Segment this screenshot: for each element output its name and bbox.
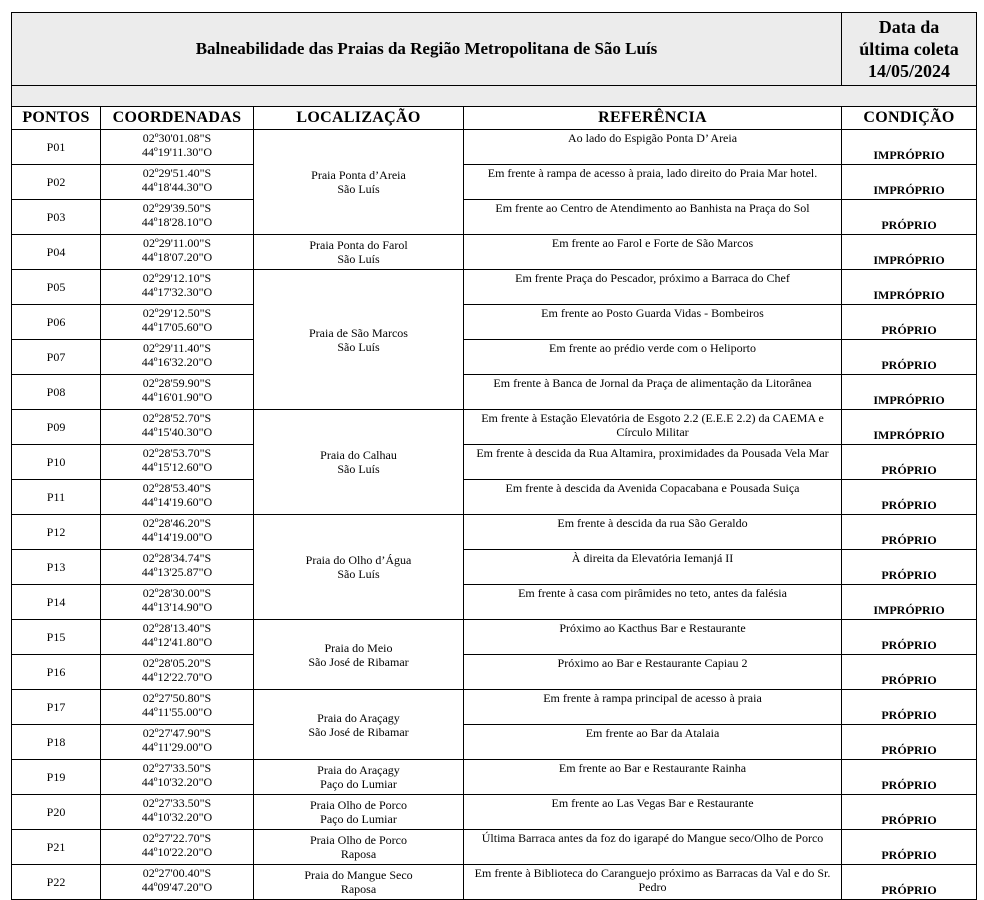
reference: Em frente à descida da rua São Geraldo — [464, 515, 842, 550]
longitude: 44º18'28.10"O — [141, 215, 213, 229]
table-row — [12, 340, 977, 375]
location — [254, 130, 464, 235]
reference: Em frente ao Farol e Forte de São Marcos — [464, 235, 842, 270]
location-beach: Praia do Araçagy — [317, 710, 400, 725]
reference: Em frente ao Bar da Atalaia — [464, 725, 842, 760]
coordinates — [101, 130, 254, 165]
location — [254, 760, 464, 795]
point-id: P02 — [12, 165, 101, 200]
latitude: 02º27'47.90"S — [142, 726, 212, 740]
longitude: 44º15'40.30"O — [141, 425, 213, 439]
latitude: 02º29'11.00"S — [142, 236, 211, 250]
reference: Em frente ao Las Vegas Bar e Restaurante — [464, 795, 842, 830]
condition-status: PRÓPRIO — [842, 690, 977, 725]
date-header-line2: última coleta — [859, 39, 959, 59]
table-row — [12, 830, 977, 865]
column-header-condicao: CONDIÇÃO — [842, 107, 977, 130]
table-row — [12, 445, 977, 480]
point-id: P01 — [12, 130, 101, 165]
last-collection-date-header — [842, 13, 977, 86]
table-row — [12, 480, 977, 515]
table-row — [12, 550, 977, 585]
point-id: P13 — [12, 550, 101, 585]
condition-status: IMPRÓPRIO — [842, 130, 977, 165]
coordinates — [101, 725, 254, 760]
point-id: P16 — [12, 655, 101, 690]
latitude: 02º28'59.90"S — [142, 376, 212, 390]
table-row — [12, 375, 977, 410]
latitude: 02º28'53.40"S — [142, 481, 212, 495]
point-id: P03 — [12, 200, 101, 235]
longitude: 44º12'22.70"O — [141, 670, 213, 684]
column-header-coordenadas: COORDENADAS — [101, 107, 254, 130]
location — [254, 795, 464, 830]
latitude: 02º28'46.20"S — [142, 516, 212, 530]
reference: Próximo ao Kacthus Bar e Restaurante — [464, 620, 842, 655]
condition-status: PRÓPRIO — [842, 550, 977, 585]
longitude: 44º17'05.60"O — [141, 320, 213, 334]
balneability-report — [11, 12, 976, 900]
reference: Em frente ao Centro de Atendimento ao Banhista na Praça do Sol — [464, 200, 842, 235]
coordinates — [101, 165, 254, 200]
longitude: 44º16'32.20"O — [141, 355, 213, 369]
reference: Em frente ao Bar e Restaurante Rainha — [464, 760, 842, 795]
point-id: P22 — [12, 865, 101, 900]
table-row — [12, 410, 977, 445]
coordinates — [101, 270, 254, 305]
location — [254, 270, 464, 410]
reference: Em frente à casa com pirâmides no teto, antes da falésia — [464, 585, 842, 620]
condition-status: IMPRÓPRIO — [842, 270, 977, 305]
table-row — [12, 165, 977, 200]
point-id: P07 — [12, 340, 101, 375]
location-city: São José de Ribamar — [308, 724, 409, 739]
reference: Ao lado do Espigão Ponta D’ Areia — [464, 130, 842, 165]
location-city: São Luís — [337, 567, 380, 581]
location-beach: Praia do Araçagy — [317, 763, 400, 777]
coordinates — [101, 410, 254, 445]
reference: Em frente à Estação Elevatória de Esgoto 2.2 (E.E.E 2.2) da CAEMA e Círculo Militar — [464, 410, 842, 445]
reference: Em frente ao prédio verde com o Heliporto — [464, 340, 842, 375]
coordinates — [101, 690, 254, 725]
condition-status: PRÓPRIO — [842, 340, 977, 375]
latitude: 02º29'51.40"S — [142, 166, 212, 180]
table-row — [12, 795, 977, 830]
reference: Em frente Praça do Pescador, próximo a Barraca do Chef — [464, 270, 842, 305]
balneability-table — [11, 12, 977, 900]
location-beach: Praia do Calhau — [320, 448, 397, 462]
point-id: P10 — [12, 445, 101, 480]
table-row — [12, 130, 977, 165]
coordinates — [101, 375, 254, 410]
location-beach: Praia Olho de Porco — [310, 833, 407, 847]
longitude: 44º10'32.20"O — [141, 775, 213, 789]
coordinates — [101, 795, 254, 830]
point-id: P21 — [12, 830, 101, 865]
reference: Em frente à descida da Avenida Copacabana e Pousada Suiça — [464, 480, 842, 515]
point-id: P19 — [12, 760, 101, 795]
condition-status: PRÓPRIO — [842, 620, 977, 655]
latitude: 02º28'13.40"S — [142, 621, 212, 635]
coordinates — [101, 865, 254, 900]
latitude: 02º29'39.50"S — [142, 201, 212, 215]
location-beach: Praia do Mangue Seco — [304, 868, 413, 882]
location-city: Raposa — [340, 847, 377, 861]
location-beach: Praia Ponta d’Areia — [311, 168, 406, 182]
latitude: 02º28'30.00"S — [142, 586, 212, 600]
point-id: P04 — [12, 235, 101, 270]
table-row — [12, 760, 977, 795]
column-header-localizacao: LOCALIZAÇÃO — [254, 107, 464, 130]
longitude: 44º10'22.20"O — [141, 845, 213, 859]
condition-status: PRÓPRIO — [842, 865, 977, 900]
location-city: São Luís — [337, 182, 380, 196]
coordinates — [101, 305, 254, 340]
table-row — [12, 585, 977, 620]
longitude: 44º19'11.30"O — [141, 145, 212, 159]
coordinates — [101, 340, 254, 375]
latitude: 02º28'52.70"S — [142, 411, 212, 425]
header-spacer — [12, 86, 977, 107]
point-id: P17 — [12, 690, 101, 725]
location — [254, 515, 464, 620]
location-beach: Praia do Meio — [324, 640, 393, 655]
condition-status: PRÓPRIO — [842, 760, 977, 795]
reference: Última Barraca antes da foz do igarapé do Mangue seco/Olho de Porco — [464, 830, 842, 865]
table-row — [12, 690, 977, 725]
condition-status: PRÓPRIO — [842, 200, 977, 235]
reference: Em frente à Biblioteca do Caranguejo próximo as Barracas da Val e do Sr. Pedro — [464, 865, 842, 900]
point-id: P15 — [12, 620, 101, 655]
longitude: 44º17'32.30"O — [141, 285, 213, 299]
longitude: 44º14'19.60"O — [141, 495, 213, 509]
report-title: Balneabilidade das Praias da Região Metropolitana de São Luís — [12, 13, 842, 86]
coordinates — [101, 445, 254, 480]
table-row — [12, 270, 977, 305]
latitude: 02º28'53.70"S — [142, 446, 212, 460]
point-id: P05 — [12, 270, 101, 305]
coordinates — [101, 235, 254, 270]
latitude: 02º29'12.10"S — [142, 271, 212, 285]
coordinates — [101, 655, 254, 690]
longitude: 44º18'44.30"O — [141, 180, 213, 194]
condition-status: PRÓPRIO — [842, 480, 977, 515]
latitude: 02º27'33.50"S — [142, 761, 212, 775]
location-city: São José de Ribamar — [308, 654, 409, 669]
condition-status: PRÓPRIO — [842, 830, 977, 865]
condition-status: PRÓPRIO — [842, 445, 977, 480]
location-beach: Praia Ponta do Farol — [309, 238, 408, 252]
table-row — [12, 305, 977, 340]
reference: Em frente à Banca de Jornal da Praça de alimentação da Litorânea — [464, 375, 842, 410]
condition-status: IMPRÓPRIO — [842, 410, 977, 445]
point-id: P08 — [12, 375, 101, 410]
latitude: 02º27'00.40"S — [142, 866, 212, 880]
condition-status: PRÓPRIO — [842, 515, 977, 550]
reference: Em frente ao Posto Guarda Vidas - Bombeiros — [464, 305, 842, 340]
latitude: 02º27'22.70"S — [142, 831, 212, 845]
location-city: São Luís — [337, 252, 380, 266]
latitude: 02º27'50.80"S — [142, 691, 212, 705]
longitude: 44º11'29.00"O — [141, 740, 212, 754]
table-row — [12, 235, 977, 270]
longitude: 44º11'55.00"O — [141, 705, 212, 719]
longitude: 44º13'25.87"O — [141, 565, 213, 579]
longitude: 44º10'32.20"O — [141, 810, 213, 824]
condition-status: IMPRÓPRIO — [842, 165, 977, 200]
point-id: P09 — [12, 410, 101, 445]
point-id: P06 — [12, 305, 101, 340]
location-city: Paço do Lumiar — [320, 812, 397, 826]
latitude: 02º29'12.50"S — [142, 306, 212, 320]
condition-status: PRÓPRIO — [842, 795, 977, 830]
reference: Próximo ao Bar e Restaurante Capiau 2 — [464, 655, 842, 690]
location — [254, 620, 464, 690]
longitude: 44º16'01.90"O — [141, 390, 213, 404]
reference: À direita da Elevatória Iemanjá II — [464, 550, 842, 585]
column-header-pontos: PONTOS — [12, 107, 101, 130]
latitude: 02º28'34.74"S — [142, 551, 212, 565]
location — [254, 235, 464, 270]
condition-status: IMPRÓPRIO — [842, 585, 977, 620]
date-header-line1: Data da — [878, 17, 940, 37]
latitude: 02º27'33.50"S — [142, 796, 212, 810]
condition-status: IMPRÓPRIO — [842, 235, 977, 270]
location — [254, 690, 464, 760]
location-city: Raposa — [340, 882, 377, 896]
coordinates — [101, 585, 254, 620]
condition-status: PRÓPRIO — [842, 725, 977, 760]
table-row — [12, 620, 977, 655]
longitude: 44º15'12.60"O — [141, 460, 213, 474]
coordinates — [101, 830, 254, 865]
table-row — [12, 515, 977, 550]
location — [254, 865, 464, 900]
coordinates — [101, 550, 254, 585]
coordinates — [101, 620, 254, 655]
table-row — [12, 725, 977, 760]
condition-status: PRÓPRIO — [842, 655, 977, 690]
coordinates — [101, 515, 254, 550]
latitude: 02º29'11.40"S — [142, 341, 211, 355]
point-id: P20 — [12, 795, 101, 830]
condition-status: PRÓPRIO — [842, 305, 977, 340]
location-beach: Praia Olho de Porco — [310, 798, 407, 812]
latitude: 02º28'05.20"S — [142, 656, 212, 670]
coordinates — [101, 480, 254, 515]
location-beach: Praia do Olho d’Água — [305, 553, 412, 567]
point-id: P14 — [12, 585, 101, 620]
location-city: Paço do Lumiar — [320, 777, 397, 791]
reference: Em frente à rampa de acesso à praia, lado direito do Praia Mar hotel. — [464, 165, 842, 200]
table-row — [12, 865, 977, 900]
longitude: 44º09'47.20"O — [141, 880, 213, 894]
reference: Em frente à descida da Rua Altamira, proximidades da Pousada Vela Mar — [464, 445, 842, 480]
point-id: P12 — [12, 515, 101, 550]
location — [254, 410, 464, 515]
location-city: São Luís — [337, 462, 380, 476]
table-row — [12, 200, 977, 235]
reference: Em frente à rampa principal de acesso à praia — [464, 690, 842, 725]
longitude: 44º12'41.80"O — [141, 635, 213, 649]
column-header-referencia: REFERÊNCIA — [464, 107, 842, 130]
location — [254, 830, 464, 865]
table-body — [12, 130, 977, 900]
coordinates — [101, 760, 254, 795]
location-city: São Luís — [337, 339, 380, 354]
condition-status: IMPRÓPRIO — [842, 375, 977, 410]
longitude: 44º13'14.90"O — [141, 600, 213, 614]
coordinates — [101, 200, 254, 235]
longitude: 44º18'07.20"O — [141, 250, 213, 264]
location-beach: Praia de São Marcos — [309, 325, 408, 340]
point-id: P18 — [12, 725, 101, 760]
date-header-line3: 14/05/2024 — [868, 61, 951, 81]
table-row — [12, 655, 977, 690]
longitude: 44º14'19.00"O — [141, 530, 213, 544]
point-id: P11 — [12, 480, 101, 515]
latitude: 02º30'01.08"S — [142, 131, 212, 145]
